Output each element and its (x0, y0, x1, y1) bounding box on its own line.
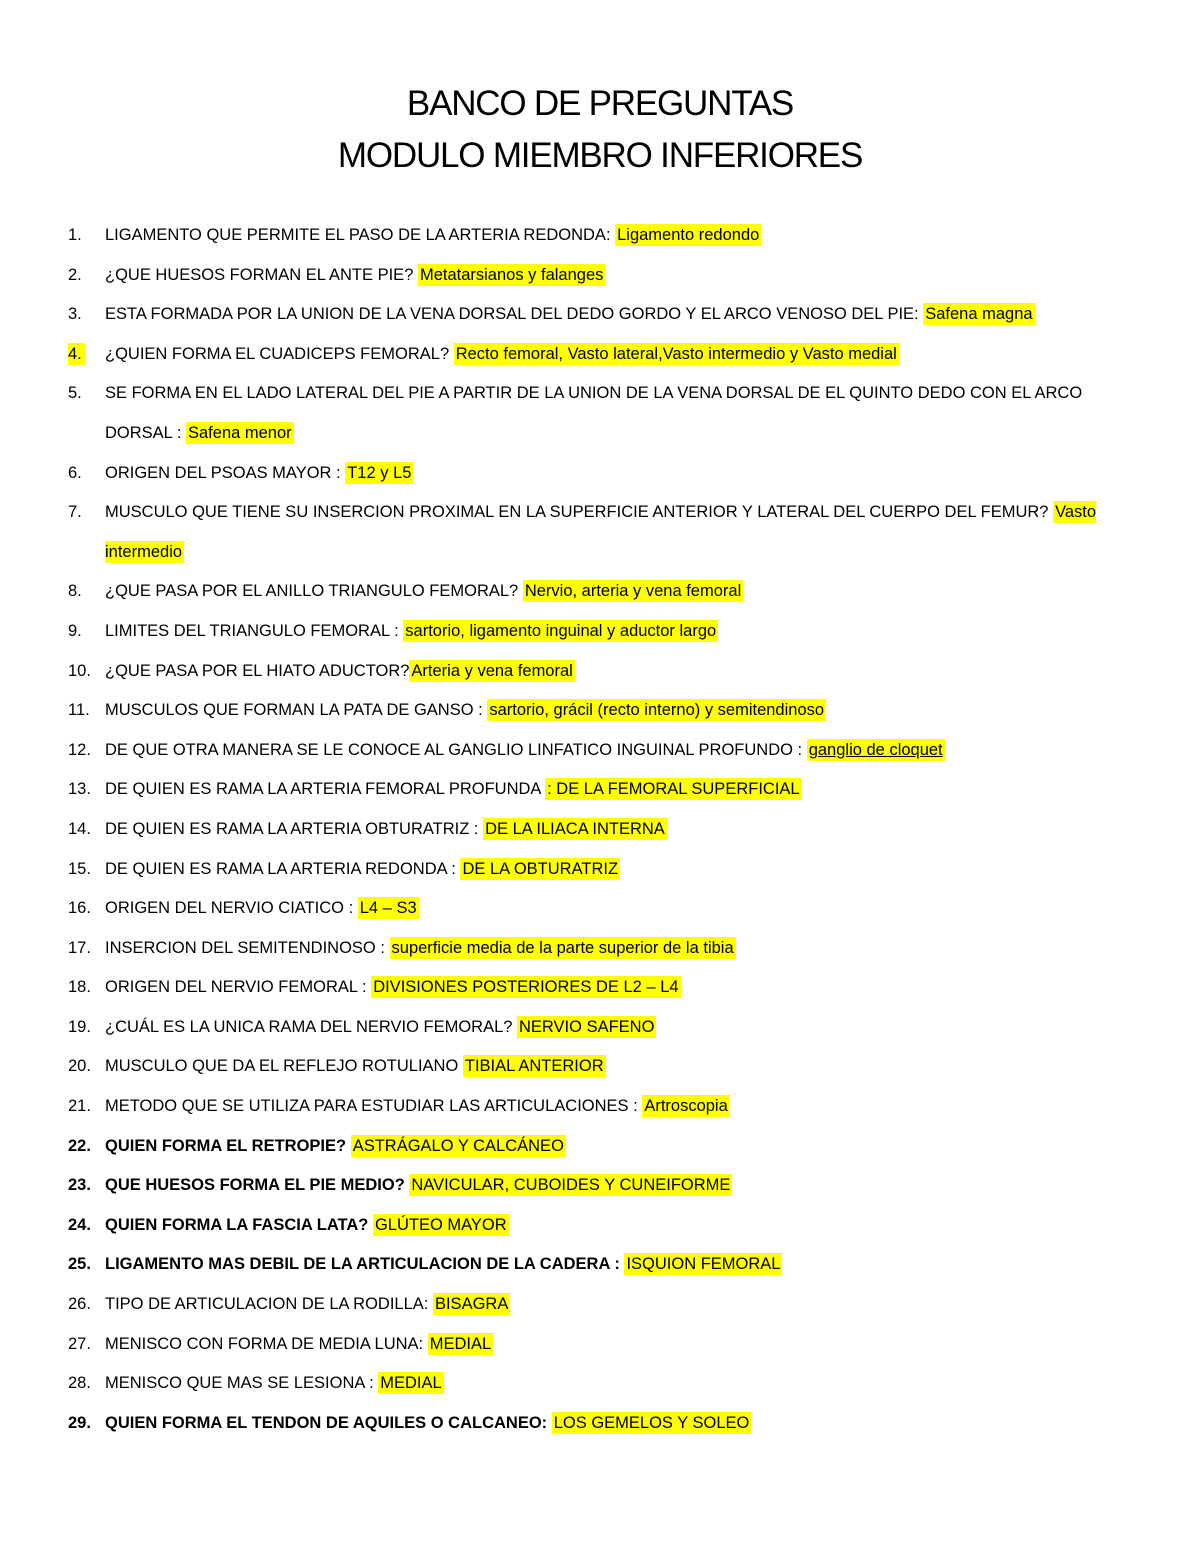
question-item (68, 1047, 1128, 1087)
answer-highlight: Ligamento redondo (617, 226, 760, 244)
question-item (68, 1285, 1128, 1325)
question-text: ¿CUÁL ES LA UNICA RAMA DEL NERVIO FEMORAL? (105, 1017, 518, 1036)
question-number: 14. (68, 819, 91, 838)
question-number: 6. (68, 463, 82, 482)
answer-highlight: Vasto intermedio (105, 503, 1097, 561)
question-number: 4. (68, 335, 105, 375)
question-number: 22. (68, 1136, 91, 1155)
question-item (68, 652, 1128, 692)
question-text: MUSCULO QUE DA EL REFLEJO ROTULIANO (105, 1057, 463, 1076)
question-item (68, 295, 1128, 335)
question-text: MUSCULOS QUE FORMAN LA PATA DE GANSO : (105, 701, 488, 720)
question-number: 3. (68, 305, 82, 324)
question-item (68, 612, 1128, 652)
question-number: 5. (68, 384, 82, 403)
question-text: QUE HUESOS FORMA EL PIE MEDIO? (105, 1176, 410, 1195)
question-text: TIPO DE ARTICULACION DE LA RODILLA: (105, 1295, 433, 1314)
answer-highlight: : DE LA FEMORAL SUPERFICIAL (547, 780, 800, 799)
question-number: 27. (68, 1334, 91, 1353)
document-title (0, 78, 1200, 182)
question-number: 10. (68, 661, 91, 680)
question-item (68, 1166, 1128, 1206)
question-number: 12. (68, 740, 91, 759)
question-item (68, 493, 1128, 572)
answer-highlight: DE LA ILIACA INTERNA (485, 819, 665, 838)
question-item (68, 929, 1128, 969)
answer-highlight: Metatarsianos y falanges (419, 265, 604, 284)
answer-highlight: ISQUION FEMORAL (626, 1255, 781, 1274)
answer-highlight: ASTRÁGALO Y CALCÁNEO (352, 1136, 564, 1155)
question-item (68, 216, 1128, 256)
question-text: ORIGEN DEL NERVIO CIATICO : (105, 899, 358, 918)
answer-highlight: GLÚTEO MAYOR (374, 1215, 507, 1234)
question-text: ¿QUE HUESOS FORMAN EL ANTE PIE? (105, 265, 418, 284)
question-item (68, 1127, 1128, 1167)
question-number: 8. (68, 582, 82, 601)
question-text: QUIEN FORMA LA FASCIA LATA? (105, 1215, 373, 1234)
answer-highlight: Safena menor (188, 423, 292, 442)
answer-highlight: MEDIAL (380, 1374, 442, 1393)
answer-highlight: TIBIAL ANTERIOR (464, 1057, 604, 1076)
question-item (68, 889, 1128, 929)
question-item (68, 731, 1128, 771)
answer-highlight: Recto femoral, Vasto lateral,Vasto intermedio y Vasto medial (455, 344, 897, 363)
answer-highlight: NERVIO SAFENO (519, 1017, 655, 1036)
question-text: ORIGEN DEL PSOAS MAYOR : (105, 463, 346, 482)
title-line-2: MODULO MIEMBRO INFERIORES (337, 136, 863, 175)
question-number: 25. (68, 1255, 91, 1274)
question-text: LIGAMENTO MAS DEBIL DE LA ARTICULACION DE LA CADERA : (105, 1255, 625, 1274)
question-item (68, 454, 1128, 494)
answer-highlight: sartorio, grácil (recto interno) y semitendinoso (489, 701, 825, 720)
question-list (68, 216, 1128, 1443)
question-item (68, 1404, 1128, 1444)
question-number: 15. (68, 859, 91, 878)
question-number: 2. (68, 265, 82, 284)
answer-highlight: superficie media de la parte superior de la tibia (391, 938, 734, 957)
question-number: 24. (68, 1215, 91, 1234)
question-text: QUIEN FORMA EL TENDON DE AQUILES O CALCANEO: (105, 1413, 552, 1432)
title-line-1: BANCO DE PREGUNTAS (406, 84, 794, 123)
question-text: METODO QUE SE UTILIZA PARA ESTUDIAR LAS ARTICULACIONES : (105, 1097, 643, 1116)
question-item (68, 850, 1128, 890)
question-number: 13. (68, 780, 91, 799)
answer-highlight: BISAGRA (434, 1295, 509, 1314)
question-item (68, 810, 1128, 850)
question-number: 28. (68, 1374, 91, 1393)
answer-highlight: Nervio, arteria y vena femoral (524, 582, 742, 601)
question-text: LIGAMENTO QUE PERMITE EL PASO DE LA ARTERIA REDONDA: (105, 226, 616, 244)
question-number: 29. (68, 1413, 91, 1432)
question-text: LIMITES DEL TRIANGULO FEMORAL : (105, 621, 404, 640)
answer-highlight: Arteria y vena femoral (411, 661, 573, 680)
question-number: 26. (68, 1295, 91, 1314)
answer-highlight: Artroscopia (644, 1097, 728, 1116)
question-text: ¿QUIEN FORMA EL CUADICEPS FEMORAL? (105, 344, 454, 363)
question-number: 17. (68, 938, 91, 957)
question-number: 20. (68, 1057, 91, 1076)
question-text: INSERCION DEL SEMITENDINOSO : (105, 938, 390, 957)
question-item (68, 572, 1128, 612)
answer-highlight: DIVISIONES POSTERIORES DE L2 – L4 (373, 978, 679, 997)
question-number: 23. (68, 1176, 91, 1195)
question-number: 11. (68, 701, 90, 720)
question-text: QUIEN FORMA EL RETROPIE? (105, 1136, 351, 1155)
answer-highlight: T12 y L5 (347, 463, 412, 482)
question-text: ESTA FORMADA POR LA UNION DE LA VENA DORSAL DEL DEDO GORDO Y EL ARCO VENOSO DEL PIE: (105, 305, 924, 324)
question-item (68, 691, 1128, 731)
question-number: 18. (68, 978, 91, 997)
question-item (68, 968, 1128, 1008)
question-text: SE FORMA EN EL LADO LATERAL DEL PIE A PARTIR DE LA UNION DE LA VENA DORSAL DE EL QUINTO DEDO CON EL ARCO DORSAL : (105, 384, 1083, 442)
question-item (68, 1008, 1128, 1048)
question-item (68, 256, 1128, 296)
question-text: DE QUIEN ES RAMA LA ARTERIA FEMORAL PROFUNDA (105, 780, 546, 799)
question-item (68, 1245, 1128, 1285)
question-text: DE QUIEN ES RAMA LA ARTERIA OBTURATRIZ : (105, 819, 484, 838)
question-number: 16. (68, 899, 91, 918)
question-text: MENISCO QUE MAS SE LESIONA : (105, 1374, 379, 1393)
question-text: DE QUE OTRA MANERA SE LE CONOCE AL GANGLIO LINFATICO INGUINAL PROFUNDO : (105, 740, 807, 759)
question-item (68, 770, 1128, 810)
answer-highlight: LOS GEMELOS Y SOLEO (553, 1413, 750, 1432)
question-number: 9. (68, 621, 82, 640)
question-text: ¿QUE PASA POR EL ANILLO TRIANGULO FEMORAL? (105, 582, 523, 601)
question-item (68, 1087, 1128, 1127)
answer-highlight: DE LA OBTURATRIZ (462, 859, 619, 878)
question-text: MENISCO CON FORMA DE MEDIA LUNA: (105, 1334, 428, 1353)
question-number: 21. (68, 1097, 91, 1116)
question-number: 1. (68, 226, 82, 244)
answer-highlight: NAVICULAR, CUBOIDES Y CUNEIFORME (411, 1176, 731, 1195)
question-item (68, 374, 1128, 453)
answer-highlight: ganglio de cloquet (808, 740, 943, 759)
question-item (68, 1364, 1128, 1404)
question-text: ¿QUE PASA POR EL HIATO ADUCTOR? (105, 661, 410, 680)
question-number: 19. (68, 1017, 91, 1036)
question-item (68, 335, 1128, 375)
answer-highlight: MEDIAL (429, 1334, 492, 1353)
answer-highlight: L4 – S3 (359, 899, 417, 918)
question-text: DE QUIEN ES RAMA LA ARTERIA REDONDA : (105, 859, 461, 878)
question-number: 7. (68, 503, 82, 522)
answer-highlight: sartorio, ligamento inguinal y aductor largo (405, 621, 717, 640)
question-item (68, 1206, 1128, 1246)
question-item (68, 1325, 1128, 1365)
answer-highlight: Safena magna (925, 305, 1033, 324)
question-text: ORIGEN DEL NERVIO FEMORAL : (105, 978, 372, 997)
question-text: MUSCULO QUE TIENE SU INSERCION PROXIMAL EN LA SUPERFICIE ANTERIOR Y LATERAL DEL CUERPO DEL FEMUR? (105, 503, 1054, 522)
